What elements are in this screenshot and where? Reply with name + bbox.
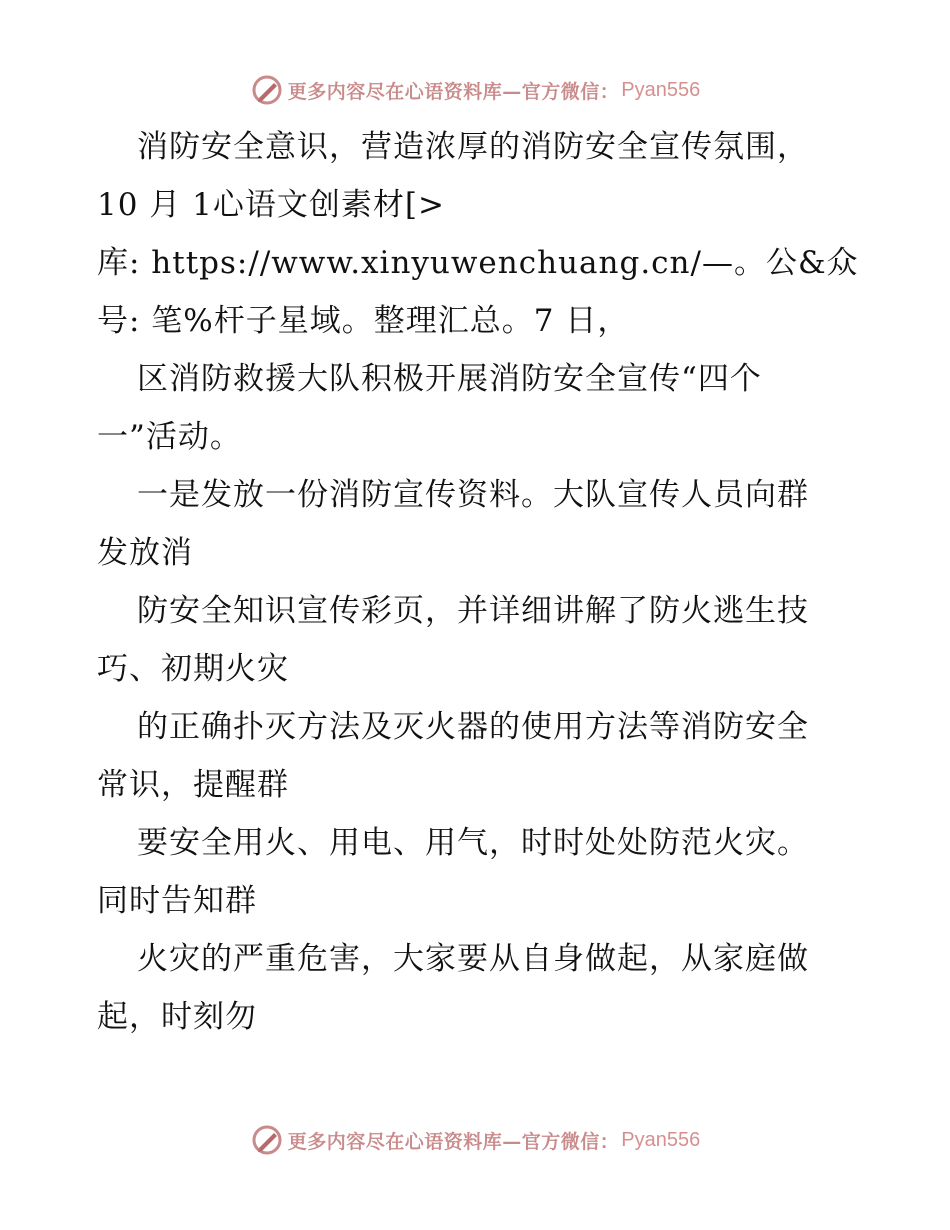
text-line: 起，时刻勿: [97, 999, 257, 1035]
watermark-header: [0, 70, 950, 110]
text-line: 消防安全意识，营造浓厚的消防安全宣传氛围，: [137, 129, 809, 165]
pen-logo-icon: [250, 73, 284, 107]
watermark-id: Pyan556: [621, 1128, 701, 1151]
document-body: [97, 118, 867, 1046]
text-line: 巧、初期火灾: [97, 651, 289, 687]
text-line: 区消防救援大队积极开展消防安全宣传“四个: [137, 361, 762, 397]
text-line: 一”活动。: [97, 419, 242, 455]
text-line: 号: 笔%杆子星域。整理汇总。7 日，: [97, 303, 630, 339]
text-line: 防安全知识宣传彩页，并详细讲解了防火逃生技: [137, 593, 809, 629]
watermark-id: Pyan556: [621, 78, 701, 101]
text-line: 发放消: [97, 535, 193, 571]
text-line: 10 月 1心语文创素材[>: [97, 187, 445, 223]
pen-logo-icon: [250, 1123, 284, 1157]
text-line: 火灾的严重危害，大家要从自身做起，从家庭做: [137, 941, 809, 977]
watermark-label: 更多内容尽在心语资料库—官方微信：: [287, 1130, 620, 1153]
text-line: 的正确扑灭方法及灭火器的使用方法等消防安全: [137, 709, 809, 745]
text-line: 常识，提醒群: [97, 767, 289, 803]
text-line: 库: https://www.xinyuwenchuang.cn/—。公&众: [97, 245, 859, 281]
text-line: 同时告知群: [97, 883, 257, 919]
text-line: 要安全用火、用电、用气，时时处处防范火灾。: [137, 825, 809, 861]
text-line: 一是发放一份消防宣传资料。大队宣传人员向群: [137, 477, 809, 513]
watermark-footer: [0, 1120, 950, 1160]
watermark-label: 更多内容尽在心语资料库—官方微信：: [287, 80, 620, 103]
